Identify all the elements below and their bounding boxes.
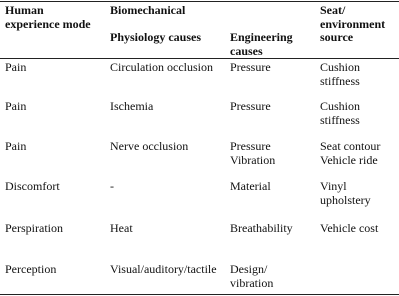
row-1-physiology: Circulation occlusion [110,60,213,74]
row-4-physiology: - [110,179,114,193]
row-1-mode: Pain [5,60,27,74]
row-2-mode: Pain [5,99,27,113]
header-rule [0,58,399,59]
row-5-physiology: Heat [110,221,133,235]
row-3-engineering-line2: Vibration [230,153,276,167]
row-3-mode: Pain [5,139,27,153]
row-2-source-line1: Cushion [320,99,361,113]
row-3-source-line1: Seat contour [320,139,381,153]
row-6-physiology: Visual/auditory/tactile [110,262,217,276]
subheader-engineering-line2: causes [230,44,263,58]
row-5-source: Vehicle cost [320,221,379,235]
header-human-line2: experience mode [5,17,91,31]
subheader-physiology: Physiology causes [110,30,202,44]
header-human-line1: Human [5,3,44,17]
row-4-source-line1: Vinyl [320,179,347,193]
row-1-source-line1: Cushion [320,60,361,74]
subheader-engineering-line1: Engineering [230,30,293,44]
row-3-engineering-line1: Pressure [230,139,271,153]
row-5-engineering: Breathability [230,221,293,235]
row-6-engineering-line1: Design/ [230,262,268,276]
row-1-engineering: Pressure [230,60,271,74]
row-6-engineering-line2: vibration [230,276,274,290]
row-4-source-line2: upholstery [320,193,371,207]
header-seat-line1: Seat/ [320,3,346,17]
row-5-mode: Perspiration [5,221,63,235]
bottom-rule [0,294,399,295]
top-rule [0,1,399,2]
header-biomechanical: Biomechanical [110,3,186,17]
row-3-physiology: Nerve occlusion [110,139,189,153]
row-2-physiology: Ischemia [110,99,154,113]
subheader-source: source [320,30,354,44]
row-1-source-line2: stiffness [320,74,360,88]
row-6-mode: Perception [5,262,57,276]
row-3-source-line2: Vehicle ride [320,153,378,167]
header-seat-line2: environment [320,17,386,31]
row-4-mode: Discomfort [5,179,60,193]
row-2-engineering: Pressure [230,99,271,113]
row-4-engineering: Material [230,179,271,193]
row-2-source-line2: stiffness [320,113,360,127]
